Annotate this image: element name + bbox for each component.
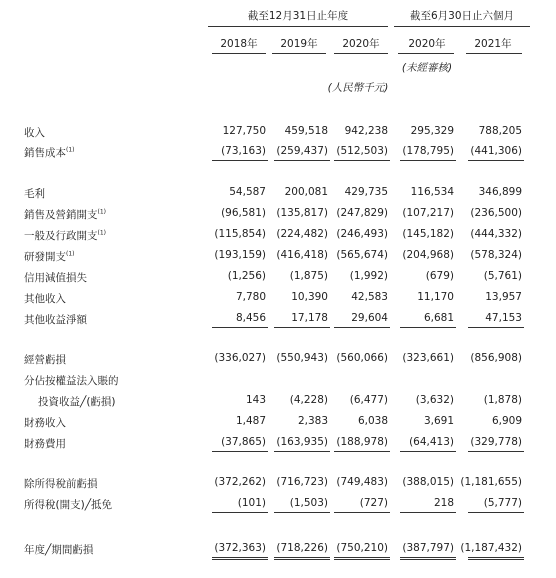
row-label: [24, 186, 45, 201]
row-label-text: 其他收入: [24, 293, 66, 305]
row-label-text: 分佔按權益法入賬的: [24, 375, 119, 387]
row-label: [24, 312, 87, 327]
year-header-2019: 2019年: [280, 38, 318, 50]
table-cell: 2,383: [297, 415, 328, 427]
total-underline: [400, 451, 456, 452]
table-cell: (163,935): [276, 436, 328, 448]
total-underline: [334, 512, 390, 513]
row-label: [24, 125, 45, 140]
table-cell: (512,503): [336, 145, 388, 157]
table-cell: (550,943): [276, 352, 328, 364]
table-cell: 459,518: [284, 125, 328, 137]
unaudited-note: (未經審核): [401, 62, 453, 74]
row-label-text: 除所得稅前虧損: [24, 478, 98, 490]
table-cell: 295,329: [410, 125, 454, 137]
year-underline: [212, 53, 266, 54]
table-cell: (372,262): [214, 476, 266, 488]
table-cell: 17,178: [291, 312, 328, 324]
row-label-text: 所得稅(開支)╱抵免: [24, 499, 113, 511]
year-header-2020: 2020年: [342, 38, 380, 50]
year-underline: [272, 53, 326, 54]
table-cell: (323,661): [402, 352, 454, 364]
table-cell: 6,909: [491, 415, 522, 427]
row-label: [24, 270, 87, 285]
row-label-text: 投資收益╱(虧損): [38, 396, 116, 408]
table-cell: (6,477): [349, 394, 388, 406]
table-cell: (135,817): [276, 207, 328, 219]
table-cell: (5,777): [483, 497, 522, 509]
table-cell: (178,795): [402, 145, 454, 157]
table-cell: (64,413): [409, 436, 454, 448]
currency-unit: (人民幣千元): [327, 82, 389, 94]
table-cell: (856,908): [470, 352, 522, 364]
row-label-text: 財務費用: [24, 438, 66, 450]
row-label-text: 一般及行政開支: [24, 230, 98, 242]
total-underline: [274, 160, 330, 161]
table-cell: (1,181,655): [460, 476, 522, 488]
total-underline: [274, 557, 330, 560]
year-header-2018: 2018年: [220, 38, 258, 50]
total-underline: [400, 512, 456, 513]
row-label: [24, 542, 93, 557]
table-cell: (145,182): [402, 228, 454, 240]
total-underline: [400, 327, 456, 328]
footnote-marker: (1): [97, 229, 106, 237]
row-label: [24, 436, 66, 451]
row-label-text: 信用減值損失: [24, 272, 87, 284]
total-underline: [212, 451, 268, 452]
table-cell: (193,159): [214, 249, 266, 261]
table-cell: (1,256): [227, 270, 266, 282]
table-cell: (718,226): [276, 542, 328, 554]
table-cell: (749,483): [336, 476, 388, 488]
table-cell: 29,604: [351, 312, 388, 324]
period-underline-full-year: [208, 26, 388, 27]
total-underline: [334, 451, 390, 452]
table-cell: (236,500): [470, 207, 522, 219]
table-cell: 42,583: [351, 291, 388, 303]
row-label-text: 銷售成本: [24, 147, 66, 159]
table-cell: (224,482): [276, 228, 328, 240]
total-underline: [334, 557, 390, 560]
table-cell: 429,735: [344, 186, 388, 198]
total-underline: [334, 160, 390, 161]
table-cell: (246,493): [336, 228, 388, 240]
table-cell: (204,968): [402, 249, 454, 261]
row-label: [24, 415, 66, 430]
table-cell: (5,761): [483, 270, 522, 282]
row-label: [24, 352, 66, 367]
table-cell: (716,723): [276, 476, 328, 488]
table-cell: (578,324): [470, 249, 522, 261]
period-underline-six-months: [394, 26, 530, 27]
table-cell: 218: [433, 497, 454, 509]
row-label-text: 研發開支: [24, 251, 66, 263]
total-underline: [400, 160, 456, 161]
total-underline: [274, 512, 330, 513]
year-header-2020-h1: 2020年: [408, 38, 446, 50]
table-cell: (1,878): [483, 394, 522, 406]
table-cell: 54,587: [229, 186, 266, 198]
table-cell: 47,153: [485, 312, 522, 324]
table-cell: (1,503): [289, 497, 328, 509]
table-cell: (107,217): [402, 207, 454, 219]
year-header-2021-h1: 2021年: [474, 38, 512, 50]
table-cell: (3,632): [415, 394, 454, 406]
footnote-marker: (1): [66, 146, 75, 154]
table-cell: (444,332): [470, 228, 522, 240]
table-cell: (750,210): [336, 542, 388, 554]
total-underline: [468, 327, 524, 328]
total-underline: [274, 327, 330, 328]
table-cell: 200,081: [284, 186, 328, 198]
total-underline: [212, 512, 268, 513]
total-underline: [212, 557, 268, 560]
table-cell: (115,854): [214, 228, 266, 240]
table-cell: 788,205: [478, 125, 522, 137]
table-cell: 7,780: [235, 291, 266, 303]
table-cell: 10,390: [291, 291, 328, 303]
row-label: [24, 291, 66, 306]
table-cell: 1,487: [235, 415, 266, 427]
year-underline: [334, 53, 388, 54]
table-cell: (387,797): [402, 542, 454, 554]
total-underline: [468, 512, 524, 513]
table-cell: 13,957: [485, 291, 522, 303]
table-cell: (441,306): [470, 145, 522, 157]
row-label-text: 年度╱期間虧損: [24, 544, 94, 556]
table-cell: 6,038: [357, 415, 388, 427]
table-cell: (388,015): [402, 476, 454, 488]
total-underline: [334, 327, 390, 328]
table-cell: 942,238: [344, 125, 388, 137]
table-cell: (727): [359, 497, 388, 509]
row-label-text: 毛利: [24, 188, 45, 200]
table-cell: (416,418): [276, 249, 328, 261]
row-label: [24, 373, 119, 388]
row-label: [38, 394, 116, 409]
total-underline: [468, 451, 524, 452]
table-cell: 3,691: [423, 415, 454, 427]
row-label: [24, 497, 112, 512]
table-cell: 8,456: [235, 312, 266, 324]
table-cell: (188,978): [336, 436, 388, 448]
table-cell: (1,187,432): [460, 542, 522, 554]
period-header-six-months: 截至6月30日止六個月: [409, 10, 515, 22]
row-label-text: 收入: [24, 127, 45, 139]
table-cell: (565,674): [336, 249, 388, 261]
footnote-marker: (1): [97, 208, 106, 216]
table-cell: (259,437): [276, 145, 328, 157]
table-cell: (37,865): [221, 436, 266, 448]
table-cell: (73,163): [221, 145, 266, 157]
total-underline: [212, 327, 268, 328]
row-label: [24, 207, 106, 222]
footnote-marker: (1): [66, 250, 75, 258]
table-cell: 11,170: [417, 291, 454, 303]
total-underline: [400, 557, 456, 560]
total-underline: [274, 451, 330, 452]
table-cell: 6,681: [423, 312, 454, 324]
row-label-text: 銷售及營銷開支: [24, 209, 98, 221]
table-cell: (101): [237, 497, 266, 509]
table-cell: (329,778): [470, 436, 522, 448]
table-cell: 346,899: [478, 186, 522, 198]
table-cell: (336,027): [214, 352, 266, 364]
row-label: [24, 228, 106, 243]
table-cell: (679): [425, 270, 454, 282]
table-cell: (1,992): [349, 270, 388, 282]
table-cell: (560,066): [336, 352, 388, 364]
row-label-text: 財務收入: [24, 417, 66, 429]
total-underline: [468, 557, 524, 560]
period-header-full-year: 截至12月31日止年度: [247, 10, 349, 22]
row-label: [24, 145, 75, 160]
total-underline: [212, 160, 268, 161]
table-cell: (372,363): [214, 542, 266, 554]
table-cell: (247,829): [336, 207, 388, 219]
table-cell: (96,581): [221, 207, 266, 219]
row-label: [24, 249, 75, 264]
total-underline: [468, 160, 524, 161]
table-cell: (4,228): [289, 394, 328, 406]
row-label-text: 經營虧損: [24, 354, 66, 366]
table-cell: 127,750: [222, 125, 266, 137]
row-label-text: 其他收益淨額: [24, 314, 87, 326]
year-underline: [466, 53, 522, 54]
row-label: [24, 476, 98, 491]
table-cell: 116,534: [410, 186, 454, 198]
table-cell: (1,875): [289, 270, 328, 282]
year-underline: [398, 53, 454, 54]
table-cell: 143: [245, 394, 266, 406]
